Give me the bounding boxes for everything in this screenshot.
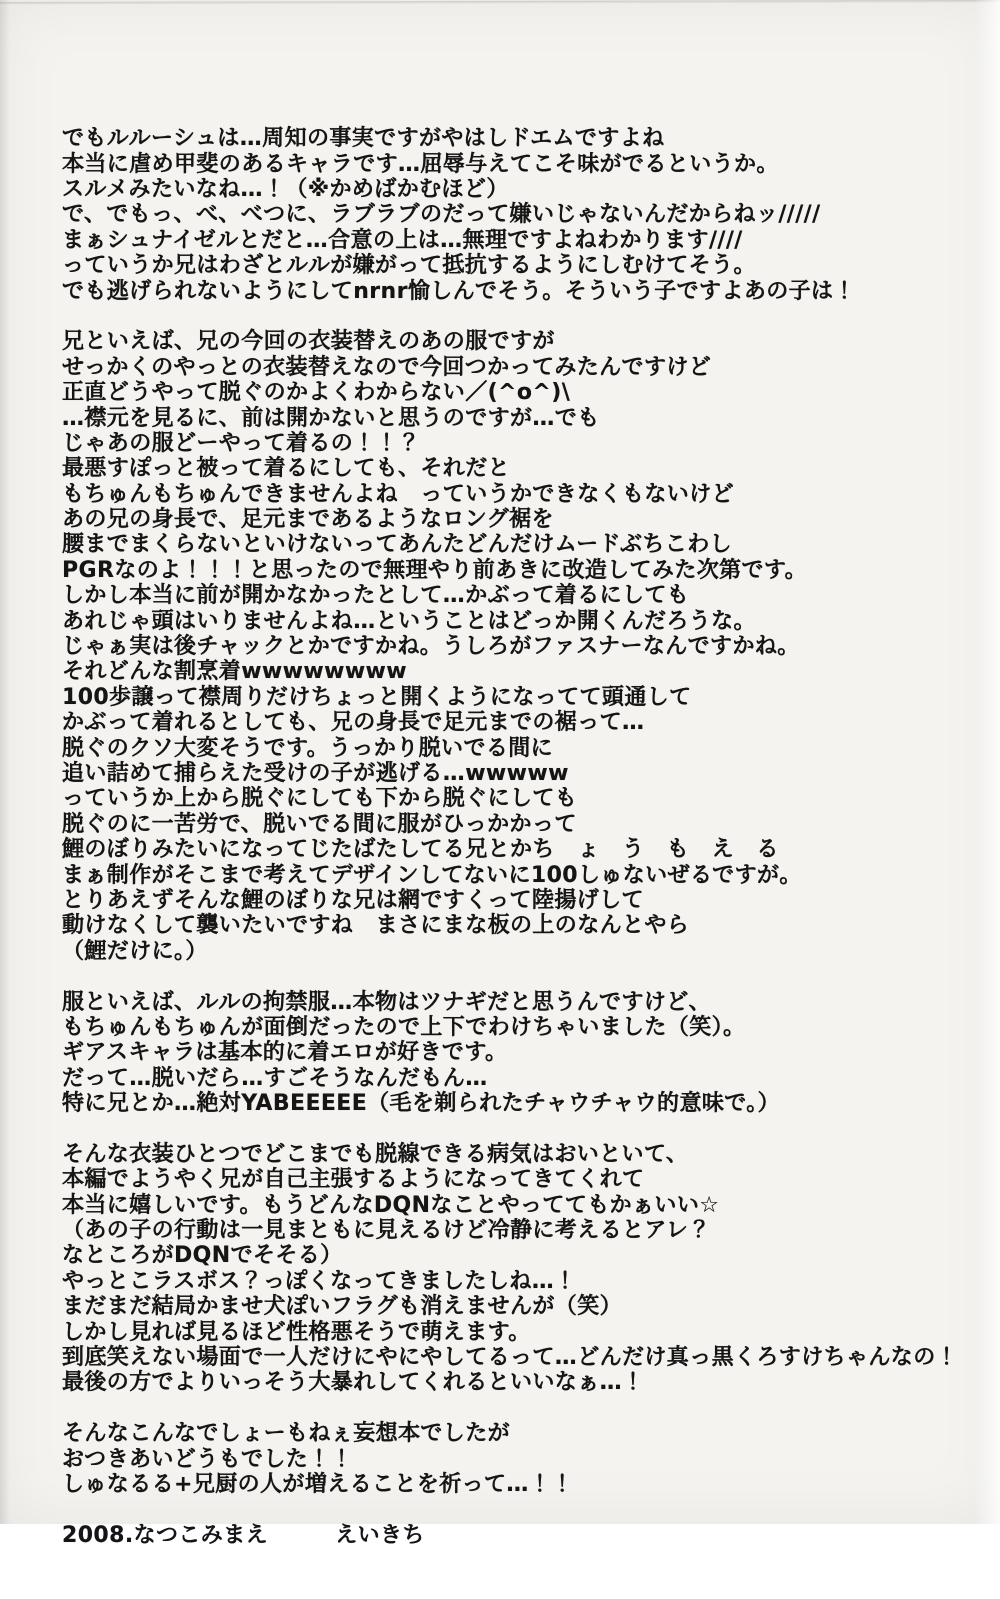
paragraph xyxy=(62,990,992,1117)
text-line: それどんな割烹着wwwwwwww xyxy=(62,659,407,685)
scan-edge-left xyxy=(0,0,10,1524)
text-line: 鯉のぼりみたいになってじたばたしてる兄とかち ょ う も え る xyxy=(62,837,779,863)
text-line: 特に兄とか…絶対YABEEEEE（毛を剃られたチャウチャウ的意味で。） xyxy=(62,1091,781,1117)
text-line: でも逃げられないようにしてnrnr愉しんでそう。そういう子ですよあの子は！ xyxy=(62,278,856,304)
text-block xyxy=(62,50,992,1599)
text-line: 脱ぐのに一苦労で、脱いでる間に服がひっかかって xyxy=(62,811,577,837)
text-line: …襟元を見るに、前は開かないと思うのですが…でも xyxy=(62,405,600,431)
text-line: かぶって着れるとしても、兄の身長で足元までの裾って… xyxy=(62,710,645,736)
text-line: あの兄の身長で、足元まであるようなロング裾を xyxy=(62,507,554,533)
text-line: もちゅんもちゅんできませんよね っていうかできなくもないけど xyxy=(62,481,735,507)
paragraph xyxy=(62,126,992,304)
text-line: しかし本当に前が開かなかったとして…かぶって着るにしても xyxy=(62,583,690,609)
paragraph xyxy=(62,329,992,964)
text-line: まぁ制作がそこまで考えてデザインしてないに100しゅないぜるですが。 xyxy=(62,862,802,888)
paragraph xyxy=(62,1421,992,1497)
text-line: 本編でようやく兄が自己主張するようになってきてくれて xyxy=(62,1167,645,1193)
text-line: おつきあいどうもでした！！ xyxy=(62,1446,353,1472)
text-line: 最悪すぽっと被って着るにしても、それだと xyxy=(62,456,511,482)
text-line: スルメみたいなね…！（※かめばかむほど） xyxy=(62,177,509,202)
text-line: っていうか兄はわざとルルが嫌がって抵抗するようにしむけてそう。 xyxy=(62,253,756,279)
text-line: まぁシュナイゼルとだと…合意の上は…無理ですよねわかります//// xyxy=(62,227,743,253)
text-line: だって…脱いだら…すごそうなんだもん… xyxy=(62,1065,488,1091)
text-line: （鯉だけに。） xyxy=(62,938,208,964)
text-line: 最後の方でよりいっそう大暴れしてくれるといいなぁ…！ xyxy=(62,1370,645,1396)
text-line: ギアスキャラは基本的に着エロが好きです。 xyxy=(62,1040,508,1066)
text-line: 兄といえば、兄の今回の衣装替えのあの服ですが xyxy=(62,329,555,355)
text-line: 本当に嬉しいです。もうどんなDQNなことやっててもかぁいい☆ xyxy=(62,1192,720,1218)
text-line: しかし見れば見るほど性格悪そうで萌えます。 xyxy=(62,1319,531,1345)
text-line: 正直どうやって脱ぐのかよくわからない／(^o^)\ xyxy=(62,380,571,406)
text-line: とりあえずそんな鯉のぼりな兄は網ですくって陸揚げして xyxy=(62,887,644,913)
text-line: そんな衣装ひとつでどこまでも脱線できる病気はおいといて、 xyxy=(62,1141,689,1167)
text-line: っていうか上から脱ぐにしても下から脱ぐにしても xyxy=(62,786,578,812)
text-line: まだまだ結局かませ犬ぽいフラグも消えませんが（笑） xyxy=(62,1294,623,1320)
text-line: 100歩譲って襟周りだけちょっと開くようになってて頭通して xyxy=(62,684,692,710)
text-line: そんなこんなでしょーもねぇ妄想本でしたが xyxy=(62,1421,511,1447)
text-line: でもルルーシュは…周知の事実ですがやはしドエムですよね xyxy=(62,126,665,152)
scan-edge-top xyxy=(0,0,1000,5)
text-line: 腰までまくらないといけないってあんたどんだけムードぶちこわし xyxy=(62,532,733,558)
text-line: PGRなのよ！！！と思ったので無理やり前あきに改造してみた次第です。 xyxy=(62,557,807,583)
text-line: で、でもっ、べ、べつに、ラブラブのだって嫌いじゃないんだからねッ///// xyxy=(62,202,821,228)
text-line: 動けなくして襲いたいですね まさにまな板の上のなんとやら xyxy=(62,913,690,939)
text-line: やっとこラスボス？っぽくなってきましたしね…！ xyxy=(62,1268,577,1294)
text-line: しゅなるる+兄厨の人が増えることを祈って…！！ xyxy=(62,1471,574,1497)
footer-credit-line: 2008.なつこみまえ えいきち xyxy=(62,1522,425,1548)
text-line: じゃあの服どーやって着るの！！？ xyxy=(62,430,421,456)
text-line: 本当に虐め甲斐のあるキャラです…屈辱与えてこそ味がでるというか。 xyxy=(62,151,779,177)
text-line: （あの子の行動は一見まともに見えるけど冷静に考えるとアレ？ xyxy=(62,1218,711,1244)
text-line: なところがDQNでそそる） xyxy=(62,1243,343,1269)
text-line: せっかくのやっとの衣装替えなので今回つかってみたんですけど xyxy=(62,354,712,380)
text-line: 到底笑えない場面で一人だけにやにやしてるって…どんだけ真っ黒くろすけちゃんなの！ xyxy=(62,1344,959,1370)
text-line: 服といえば、ルルの拘禁服…本物はツナギだと思うんですけど、 xyxy=(62,989,712,1015)
paragraph xyxy=(62,1142,992,1396)
text-line: 追い詰めて捕らえた受けの子が逃げる…wwwww xyxy=(62,760,569,786)
text-line: あれじゃ頭はいりませんよね…ということはどっか開くんだろうな。 xyxy=(62,608,756,634)
text-line: 脱ぐのクソ大変そうです。うっかり脱いでる間に xyxy=(62,735,554,761)
text-line: もちゅんもちゅんが面倒だったので上下でわけちゃいました（笑）。 xyxy=(62,1014,746,1040)
text-line: じゃぁ実は後チャックとかですかね。うしろがファスナーなんですかね。 xyxy=(62,634,800,660)
